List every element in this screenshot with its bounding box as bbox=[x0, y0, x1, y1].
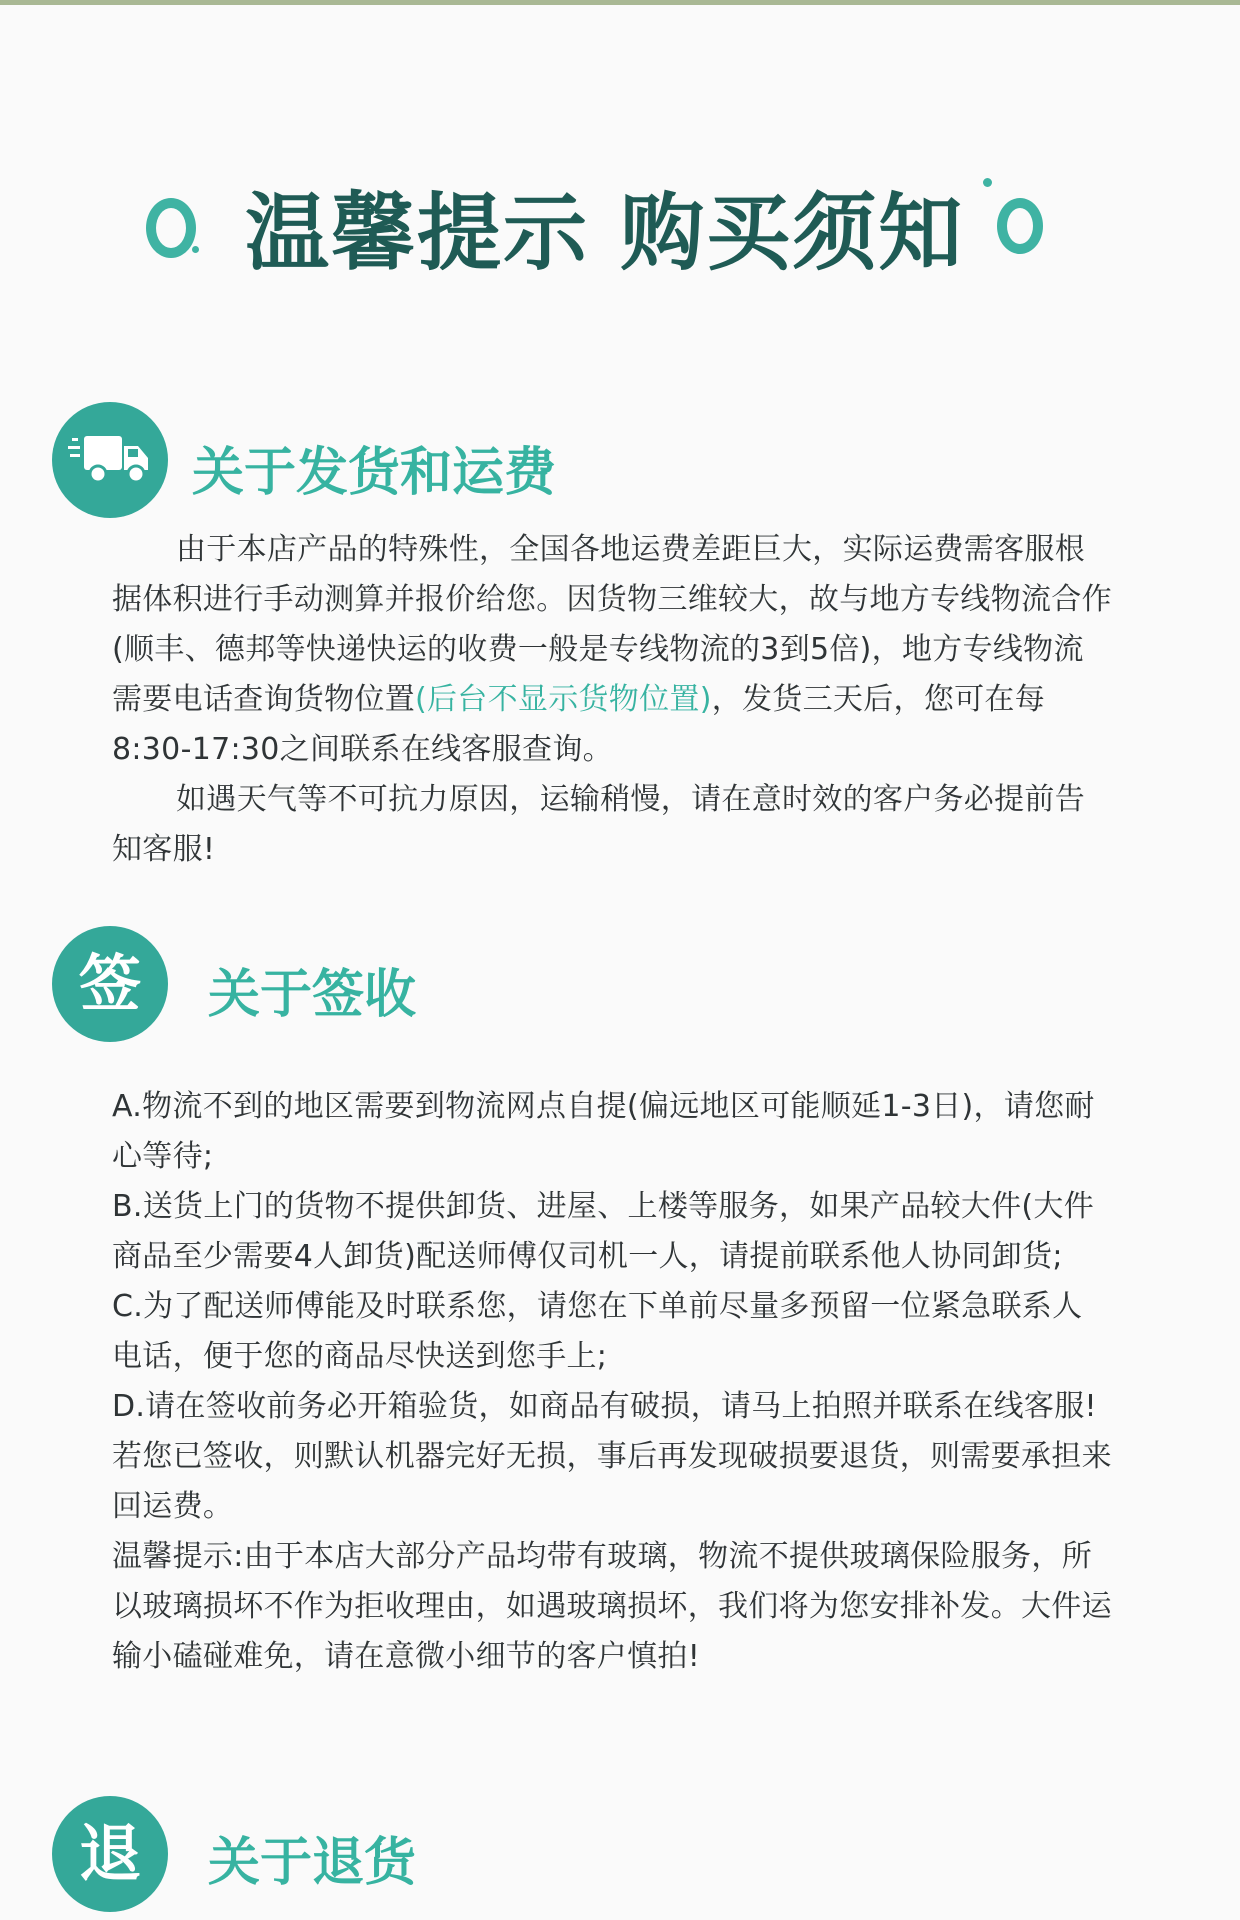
shipping-highlight-text: (后台不显示货物位置) bbox=[415, 682, 712, 717]
receipt-item-c: C.为了配送师傅能及时联系您，请您在下单前尽量多预留一位紧急联系人电话，便于您的商品尽快送到您手上; bbox=[112, 1289, 1083, 1374]
returns-section-icon bbox=[52, 1796, 168, 1912]
shipping-paragraph-1 bbox=[112, 525, 1112, 775]
returns-icon-char: 退 bbox=[78, 1817, 141, 1890]
truck-icon bbox=[68, 432, 152, 488]
receipt-icon-char: 签 bbox=[78, 947, 141, 1020]
receipt-item-d: D.请在签收前务必开箱验货，如商品有破损，请马上拍照并联系在线客服!若您已签收，则默认机器完好无损，事后再发现破损要退货，则需要承担来回运费。 bbox=[112, 1389, 1112, 1524]
receipt-section-title: 关于签收 bbox=[208, 965, 417, 1025]
shipping-section-title: 关于发货和运费 bbox=[192, 443, 557, 503]
shipping-paragraph-2: 如遇天气等不可抗力原因，运输稍慢，请在意时效的客户务必提前告知客服! bbox=[112, 782, 1085, 867]
receipt-list bbox=[112, 1082, 1112, 1682]
dot-decoration-right bbox=[983, 178, 992, 187]
returns-section-title: 关于退货 bbox=[208, 1833, 417, 1893]
page-title: 温馨提示 购买须知 bbox=[245, 184, 965, 282]
shipping-section-icon bbox=[52, 402, 168, 518]
dot-decoration-left bbox=[192, 246, 199, 253]
shipping-text-after: ，发货三天后，您可在每8:30-17:30之间联系在线客服查询。 bbox=[112, 682, 1046, 767]
top-border bbox=[0, 0, 1240, 5]
shipping-text: 由于本店产品的特殊性，全国各地运费差距巨大，实际运费需客服根据体积进行手动测算并报价给您。因货物三维较大，故与地方专线物流合作(顺丰、德邦等快递快运的收费一般是专线物流的3到5倍)，地方专线物流需要电话查询货物位置 bbox=[112, 532, 1112, 717]
receipt-item-a: A.物流不到的地区需要到物流网点自提(偏远地区可能顺延1-3日)，请您耐心等待; bbox=[112, 1089, 1095, 1174]
receipt-section-icon bbox=[52, 926, 168, 1042]
receipt-item-b: B.送货上门的货物不提供卸货、进屋、上楼等服务，如果产品较大件(大件商品至少需要4人卸货)配送师傅仅司机一人，请提前联系他人协同卸货; bbox=[112, 1189, 1095, 1274]
ring-decoration-right bbox=[997, 198, 1043, 254]
ring-decoration-left bbox=[146, 198, 196, 258]
receipt-tip: 温馨提示:由于本店大部分产品均带有玻璃，物流不提供玻璃保险服务，所以玻璃损坏不作为拒收理由，如遇玻璃损坏，我们将为您安排补发。大件运输小磕碰难免，请在意微小细节的客户慎拍! bbox=[112, 1539, 1112, 1674]
